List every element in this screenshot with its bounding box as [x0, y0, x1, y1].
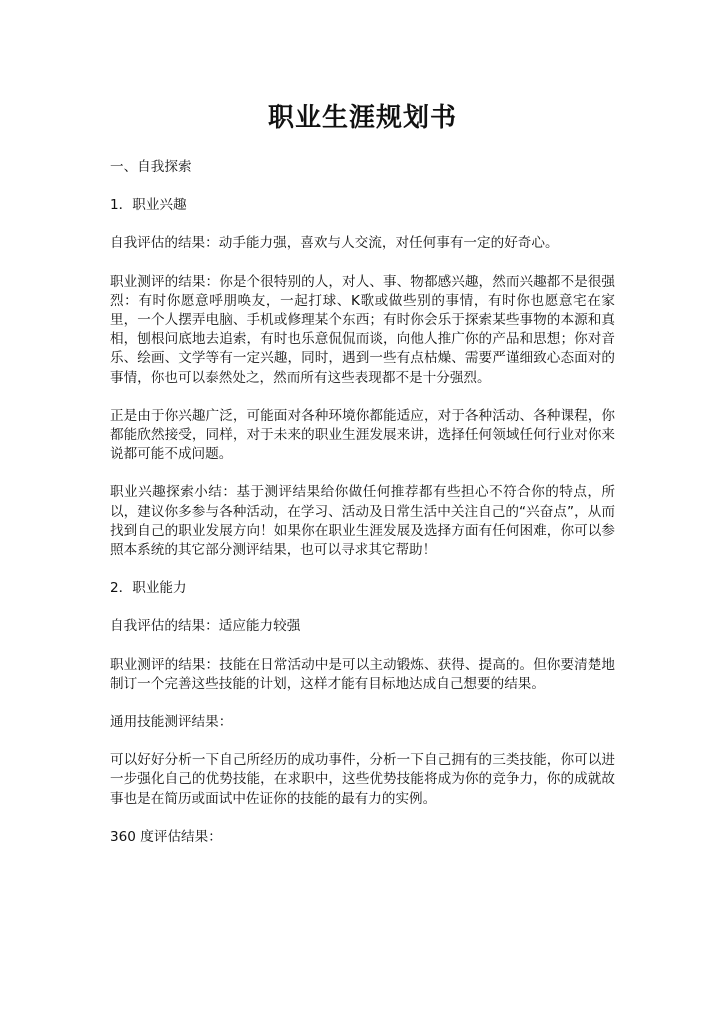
paragraph-broad-interest: 正是由于你兴趣广泛，可能面对各种环境你都能适应，对于各种活动、各种课程，你都能欣然接受，同样，对于未来的职业生涯发展来讲，选择任何领域任何行业对你来说都可能不成问题。 [110, 407, 615, 463]
paragraph-360-assessment-label: 360 度评估结果： [110, 828, 222, 845]
paragraph-self-assessment-ability: 自我评估的结果：适应能力较强 [110, 618, 301, 635]
paragraph-self-assessment-interest: 自我评估的结果：动手能力强，喜欢与人交流，对任何事有一定的好奇心。 [110, 235, 559, 252]
paragraph-test-result-interest: 职业测评的结果：你是个很特别的人，对人、事、物都感兴趣，然而兴趣都不是很强烈：有时你愿意呼朋唤友，一起打球、K歌或做些别的事情，有时你也愿意宅在家里，一个人摆弄电脑、手机或修理某个东西；有时你会乐于探索某些事物的本源和真相，刨根问底地去追索，有时也乐意侃侃而谈，向他人推广你的产品和思想；你对音乐、绘画、文学等有一定兴趣，同时，遇到一些有点枯燥、需要严谨细致心态面对的事情，你也可以泰然处之，然而所有这些表现都不是十分强烈。 [110, 273, 615, 386]
paragraph-interest-summary: 职业兴趣探索小结：基于测评结果给你做任何推荐都有些担心不符合你的特点，所以，建议你多参与各种活动，在学习、活动及日常生活中关注自己的“兴奋点”，从而找到自己的职业发展方向！如果你在职业生涯发展及选择方面有任何困难，你可以参照本系统的其它部分测评结果，也可以寻求其它帮助！ [110, 484, 615, 559]
paragraph-general-skills-label: 通用技能测评结果： [110, 714, 233, 731]
paragraph-test-result-ability: 职业测评的结果：技能在日常活动中是可以主动锻炼、获得、提高的。但你要清楚地制订一个完善这些技能的计划，这样才能有目标地达成自己想要的结果。 [110, 656, 615, 692]
subsection-heading-career-ability: 2．职业能力 [110, 580, 187, 597]
subsection-heading-career-interest: 1．职业兴趣 [110, 197, 187, 214]
document-title: 职业生涯规划书 [267, 103, 457, 133]
paragraph-general-skills-result: 可以好好分析一下自己所经历的成功事件，分析一下自己拥有的三类技能，你可以进一步强化自己的优势技能，在求职中，这些优势技能将成为你的竞争力，你的成就故事也是在简历或面试中佐证你的技能的最有力的实例。 [110, 752, 615, 807]
section-heading-self-exploration: 一、自我探索 [110, 159, 192, 175]
